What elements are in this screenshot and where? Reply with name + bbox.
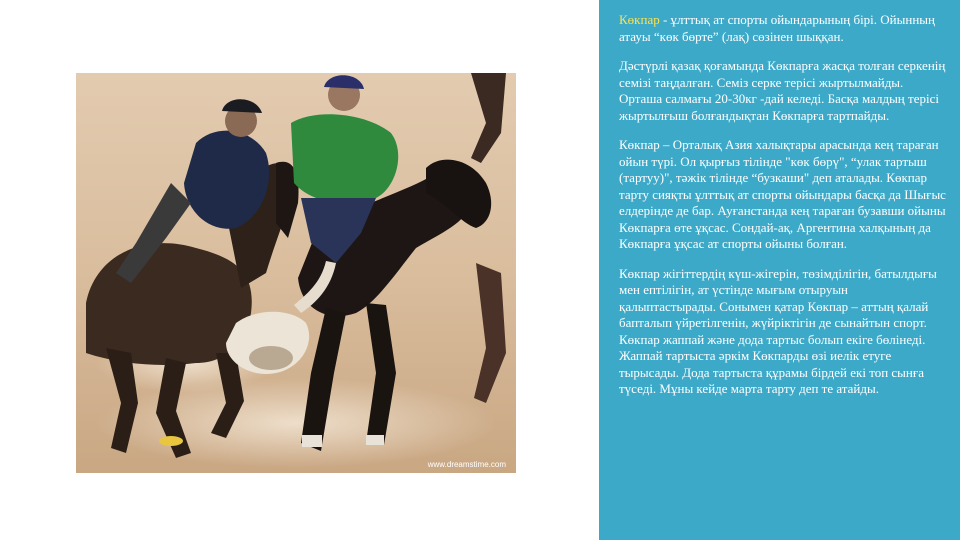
paragraph-1	[619, 12, 946, 45]
paragraph-4: Көкпар жігіттердің күш-жігерін, төзімділігін, батылдығы мен ептілігін, ат үстінде мығым отыруын қалыптастырады. Сонымен қатар Көкпар – аттың қалай бапталып үйретілгенін, жүйріктігін де сынайтын спорт. Көкпар жаппай және дода тартыс болып екіге бөлінеді. Жаппай тартыста әркім Көкпарды өзі иелік етуге тырысады. Дода тартыста құрамы бірдей екі топ сынға түседі. Мұны кейде марта тарту деп те атайды.	[619, 265, 937, 396]
text-panel	[599, 0, 960, 540]
highlight-term: Көкпар	[619, 12, 660, 27]
horse-riders-photo-icon	[76, 73, 516, 473]
paragraph-1-text: - ұлттық ат спорты ойындарының бірі. Ойынның атауы “көк бөрте” (лақ) сөзінен шыққан.	[619, 12, 935, 44]
kokpar-photo	[76, 73, 516, 473]
paragraph-3: Көкпар – Орталық Азия халықтары арасында кең тараған ойын түрі. Ол қырғыз тілінде "көк бөрү", “улак тартыш (тартуу)", тәжік тілінде “бузкаши" деп аталады. Көкпар тарту сияқты ұлттық ат спорты ойындары басқа да Шығыс елдерінде де бар. Ауғанстанда кең тараған бузавши ойыны Көкпарға өте ұқсас. Сондай-ақ, Аргентина халқының да Көкпарға ұқсас ат спорты ойыны болған.	[619, 137, 946, 251]
paragraph-2: Дәстүрлі қазақ қоғамында Көкпарға жасқа толған серкенің семізі таңдалған. Семіз серке терісі жыртылмайды. Орташа салмағы 20-30кг -дай келеді. Басқа малдың терісі жыртылғыш болғандықтан Көкпарға тартпайды.	[619, 58, 946, 123]
photo-watermark: www.dreamstime.com	[427, 460, 506, 469]
